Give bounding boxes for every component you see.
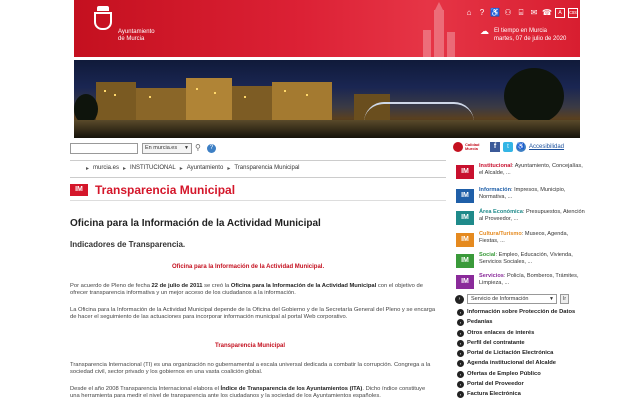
category-item[interactable] bbox=[453, 187, 585, 205]
category-item[interactable] bbox=[453, 252, 585, 270]
paragraph-1: Por acuerdo de Pleno de fecha 22 de julio de 2011 se creó la Oficina para la Información de la Actividad Municipal con el objetivo de ofrecer transparencia informativa y un mejor acceso de los ciudadanos a la información. bbox=[70, 283, 423, 296]
category-text: Social: Empleo, Educación, Vivienda, Servicios Sociales, ... bbox=[479, 252, 573, 265]
chevron-right-icon: › bbox=[457, 330, 464, 337]
sidebar-link[interactable]: › Agenda institucional del Alcalde bbox=[457, 360, 581, 367]
category-text: Institucional: Ayuntamiento, Concejalías, el Alcalde, ... bbox=[479, 163, 583, 176]
twitter-icon[interactable]: t bbox=[503, 142, 513, 152]
chevron-right-icon: › bbox=[457, 350, 464, 357]
chevron-right-icon: › bbox=[457, 381, 464, 388]
site-header bbox=[74, 0, 580, 57]
header-toolbar bbox=[464, 8, 578, 18]
category-icon: IM bbox=[456, 254, 474, 268]
mail-icon[interactable]: ✉ bbox=[530, 8, 538, 17]
sidebar-link[interactable]: › Portal de Licitación Electrónica bbox=[457, 350, 581, 357]
sidebar-link[interactable]: › Factura Electrónica bbox=[457, 391, 581, 398]
chevron-right-icon: › bbox=[455, 295, 464, 304]
breadcrumb-item[interactable]: Ayuntamiento bbox=[186, 165, 224, 171]
section-logo-icon: IM bbox=[70, 184, 88, 196]
site-logo-text[interactable]: Ayuntamiento de Murcia bbox=[118, 29, 155, 42]
right-social-bar bbox=[453, 140, 585, 154]
breadcrumb-arrow-icon: ▸ bbox=[227, 166, 231, 172]
breadcrumb bbox=[86, 165, 300, 172]
breadcrumb-arrow-icon: ▸ bbox=[123, 166, 127, 172]
sidebar-link[interactable]: › Perfil del contratante bbox=[457, 340, 581, 347]
accessibility-icon[interactable]: ♿ bbox=[517, 144, 525, 150]
category-text: Área Económica: Presupuestos, Atención al Proveedor, ... bbox=[479, 209, 585, 222]
accessibility-icon[interactable]: ♿ bbox=[490, 8, 500, 17]
chevron-down-icon: ▼ bbox=[184, 145, 189, 151]
chevron-right-icon: › bbox=[457, 391, 464, 398]
sidebar-link[interactable]: › Ofertas de Empleo Público bbox=[457, 371, 581, 378]
sidebar-link[interactable]: › Otros enlaces de interés bbox=[457, 330, 581, 337]
bank-icon[interactable]: ⌸ bbox=[518, 8, 524, 17]
breadcrumb-current: Transparencia Municipal bbox=[234, 165, 300, 171]
page-title: Transparencia Municipal bbox=[95, 183, 236, 197]
cloud-icon: ☁ bbox=[480, 26, 489, 36]
people-icon[interactable]: ⚇ bbox=[504, 8, 512, 17]
paragraph-2: La Oficina para la Información de la Actividad Municipal depende de la Oficina del Gobierno y de la Secretaría General del Pleno y se encarga de hacer el seguimiento de las actuaciones para incorporar información municipal al portal Web corporativo. bbox=[70, 307, 436, 320]
ti-section-title: Transparencia Municipal bbox=[215, 343, 286, 349]
search-scope-select[interactable]: En murcia.es ▼ bbox=[142, 143, 192, 154]
night-city-banner bbox=[74, 60, 580, 138]
chevron-down-icon: ▼ bbox=[549, 296, 554, 302]
cathedral-watermark-icon bbox=[419, 2, 459, 57]
sidebar-link[interactable]: › Información sobre Protección de Datos bbox=[457, 309, 581, 316]
category-icon: IM bbox=[456, 275, 474, 289]
accessibility-link[interactable]: Accesibilidad bbox=[529, 144, 565, 150]
breadcrumb-item[interactable]: murcia.es bbox=[93, 165, 120, 171]
category-item[interactable] bbox=[453, 163, 585, 181]
paragraph-4: Desde el año 2008 Transparencia Internacional elabora el Índice de Transparencia de los Ayuntamientos (ITA). Dicho índice constituye una herramienta para medir el nivel de transparencia ante los ciudadanos y la sociedad de los Ayuntamientos españoles. bbox=[70, 386, 426, 399]
content-subheading: Indicadores de Transparencia. bbox=[70, 240, 186, 249]
sidebar-link[interactable]: › Pedanías bbox=[457, 319, 581, 326]
chevron-right-icon: › bbox=[457, 309, 464, 316]
search-icon[interactable]: ⚲ bbox=[195, 143, 201, 152]
chevron-right-icon: › bbox=[457, 340, 464, 347]
breadcrumb-arrow-icon: ▸ bbox=[86, 166, 90, 172]
city-crest-logo[interactable] bbox=[92, 6, 114, 32]
category-item[interactable] bbox=[453, 273, 585, 291]
content-heading: Oficina para la Información de la Actividad Municipal bbox=[70, 218, 321, 229]
service-select[interactable]: Servicio de Información ▼ bbox=[467, 294, 557, 304]
category-text: Cultura/Turismo: Museos, Agenda, Fiestas, ... bbox=[479, 231, 569, 244]
chevron-right-icon: › bbox=[457, 360, 464, 367]
weather-widget[interactable]: ☁ El tiempo en Murcia martes, 07 de julio de 2020 bbox=[480, 26, 567, 42]
font-size-icon[interactable]: A bbox=[555, 8, 565, 18]
service-selector bbox=[455, 294, 569, 304]
category-item[interactable] bbox=[453, 231, 585, 249]
sitemap-icon[interactable]: ⌂ bbox=[466, 8, 472, 17]
facebook-icon[interactable]: f bbox=[490, 142, 500, 152]
question-icon[interactable]: ? bbox=[479, 8, 485, 17]
category-icon: IM bbox=[456, 211, 474, 225]
category-item[interactable] bbox=[453, 209, 585, 227]
help-icon[interactable]: ? bbox=[207, 144, 216, 153]
chevron-right-icon: › bbox=[457, 371, 464, 378]
category-icon: IM bbox=[456, 189, 474, 203]
paragraph-3: Transparencia Internacional (TI) es una organización no gubernamental a escala universal dedicada a combatir la corrupción. Congrega a la sociedad civil, sector privado y los gobiernos en una vasta coalición global. bbox=[70, 362, 431, 375]
category-text: Información: Impresos, Municipio, Normativa, ... bbox=[479, 187, 566, 200]
category-icon: IM bbox=[456, 233, 474, 247]
sidebar-link[interactable]: › Portal del Proveedor bbox=[457, 381, 581, 388]
css-icon[interactable]: css bbox=[569, 10, 577, 16]
phone-icon[interactable]: ☎ bbox=[542, 8, 552, 17]
chevron-right-icon: › bbox=[457, 319, 464, 326]
search-input[interactable] bbox=[70, 143, 138, 154]
go-button[interactable]: Ir bbox=[560, 294, 569, 304]
breadcrumb-item[interactable]: INSTITUCIONAL bbox=[130, 165, 176, 171]
useful-links-list bbox=[457, 309, 581, 402]
calidad-murcia-logo[interactable]: Calidad Murcia bbox=[453, 141, 487, 153]
category-text: Servicios: Policía, Bomberos, Trámites, Limpieza, ... bbox=[479, 273, 579, 286]
breadcrumb-arrow-icon: ▸ bbox=[179, 166, 183, 172]
category-icon: IM bbox=[456, 165, 474, 179]
office-link[interactable]: Oficina para la Información de la Actividad Municipal. bbox=[172, 264, 325, 270]
